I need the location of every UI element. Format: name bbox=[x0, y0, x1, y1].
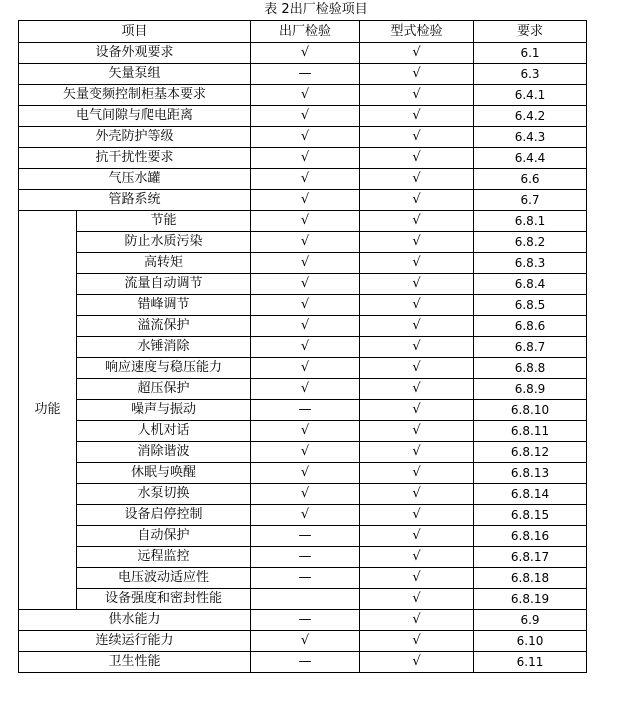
table-row bbox=[19, 316, 587, 337]
item-cell: 超压保护 bbox=[77, 379, 251, 400]
factory-inspection-cell: √ bbox=[251, 232, 360, 253]
requirement-cell: 6.8.14 bbox=[474, 484, 587, 505]
item-cell: 远程监控 bbox=[77, 547, 251, 568]
item-cell: 设备外观要求 bbox=[19, 43, 251, 64]
type-inspection-cell: √ bbox=[360, 505, 474, 526]
factory-inspection-cell: √ bbox=[251, 274, 360, 295]
table-row bbox=[19, 547, 587, 568]
table-row bbox=[19, 484, 587, 505]
factory-inspection-cell: √ bbox=[251, 295, 360, 316]
table-row bbox=[19, 274, 587, 295]
factory-inspection-cell: — bbox=[251, 64, 360, 85]
factory-inspection-cell: √ bbox=[251, 190, 360, 211]
item-cell: 节能 bbox=[77, 211, 251, 232]
factory-inspection-cell: √ bbox=[251, 358, 360, 379]
table-row bbox=[19, 589, 587, 610]
factory-inspection-cell: √ bbox=[251, 148, 360, 169]
table-caption: 表 2出厂检验项目 bbox=[264, 2, 368, 17]
type-inspection-cell: √ bbox=[360, 379, 474, 400]
table-row bbox=[19, 442, 587, 463]
type-inspection-cell: √ bbox=[360, 85, 474, 106]
factory-inspection-cell: √ bbox=[251, 631, 360, 652]
table-row bbox=[19, 379, 587, 400]
item-cell: 水泵切换 bbox=[77, 484, 251, 505]
requirement-cell: 6.10 bbox=[474, 631, 587, 652]
type-inspection-cell: √ bbox=[360, 547, 474, 568]
requirement-cell: 6.8.2 bbox=[474, 232, 587, 253]
header-row bbox=[19, 21, 587, 43]
requirement-cell: 6.8.19 bbox=[474, 589, 587, 610]
factory-inspection-cell: √ bbox=[251, 484, 360, 505]
type-inspection-cell: √ bbox=[360, 43, 474, 64]
requirement-cell: 6.8.9 bbox=[474, 379, 587, 400]
type-inspection-cell: √ bbox=[360, 526, 474, 547]
requirement-cell: 6.1 bbox=[474, 43, 587, 64]
requirement-cell: 6.8.8 bbox=[474, 358, 587, 379]
table-row bbox=[19, 400, 587, 421]
item-cell: 流量自动调节 bbox=[77, 274, 251, 295]
table-row bbox=[19, 232, 587, 253]
factory-inspection-cell: — bbox=[251, 400, 360, 421]
type-inspection-cell: √ bbox=[360, 64, 474, 85]
requirement-cell: 6.8.3 bbox=[474, 253, 587, 274]
item-cell: 溢流保护 bbox=[77, 316, 251, 337]
item-cell: 抗干扰性要求 bbox=[19, 148, 251, 169]
type-inspection-cell: √ bbox=[360, 253, 474, 274]
table-row bbox=[19, 463, 587, 484]
header-factory-inspection: 出厂检验 bbox=[251, 21, 360, 43]
factory-inspection-cell: √ bbox=[251, 253, 360, 274]
header-requirement: 要求 bbox=[474, 21, 587, 43]
type-inspection-cell: √ bbox=[360, 337, 474, 358]
requirement-cell: 6.4.3 bbox=[474, 127, 587, 148]
table-row bbox=[19, 127, 587, 148]
item-cell: 错峰调节 bbox=[77, 295, 251, 316]
table-row bbox=[19, 64, 587, 85]
item-cell: 连续运行能力 bbox=[19, 631, 251, 652]
table-row bbox=[19, 421, 587, 442]
item-cell: 响应速度与稳压能力 bbox=[77, 358, 251, 379]
type-inspection-cell: √ bbox=[360, 652, 474, 673]
item-cell: 人机对话 bbox=[77, 421, 251, 442]
requirement-cell: 6.8.10 bbox=[474, 400, 587, 421]
table-row bbox=[19, 190, 587, 211]
header-item: 项目 bbox=[19, 21, 251, 43]
table-row bbox=[19, 106, 587, 127]
requirement-cell: 6.8.7 bbox=[474, 337, 587, 358]
factory-inspection-cell: √ bbox=[251, 463, 360, 484]
item-cell: 卫生性能 bbox=[19, 652, 251, 673]
type-inspection-cell: √ bbox=[360, 442, 474, 463]
type-inspection-cell: √ bbox=[360, 295, 474, 316]
factory-inspection-cell: √ bbox=[251, 316, 360, 337]
table-row bbox=[19, 43, 587, 64]
item-cell: 电气间隙与爬电距离 bbox=[19, 106, 251, 127]
factory-inspection-cell: √ bbox=[251, 505, 360, 526]
requirement-cell: 6.8.1 bbox=[474, 211, 587, 232]
table-row bbox=[19, 526, 587, 547]
item-cell: 设备强度和密封性能 bbox=[77, 589, 251, 610]
factory-inspection-cell: √ bbox=[251, 169, 360, 190]
requirement-cell: 6.8.5 bbox=[474, 295, 587, 316]
requirement-cell: 6.6 bbox=[474, 169, 587, 190]
item-cell: 设备启停控制 bbox=[77, 505, 251, 526]
item-cell: 管路系统 bbox=[19, 190, 251, 211]
item-cell: 气压水罐 bbox=[19, 169, 251, 190]
type-inspection-cell: √ bbox=[360, 106, 474, 127]
table-row bbox=[19, 148, 587, 169]
type-inspection-cell: √ bbox=[360, 484, 474, 505]
table-row bbox=[19, 211, 587, 232]
requirement-cell: 6.8.13 bbox=[474, 463, 587, 484]
item-cell: 矢量变频控制柜基本要求 bbox=[19, 85, 251, 106]
item-cell: 防止水质污染 bbox=[77, 232, 251, 253]
factory-inspection-cell: — bbox=[251, 526, 360, 547]
factory-inspection-cell: √ bbox=[251, 442, 360, 463]
type-inspection-cell: √ bbox=[360, 274, 474, 295]
item-cell: 水锤消除 bbox=[77, 337, 251, 358]
item-cell: 供水能力 bbox=[19, 610, 251, 631]
type-inspection-cell: √ bbox=[360, 400, 474, 421]
requirement-cell: 6.8.4 bbox=[474, 274, 587, 295]
requirement-cell: 6.8.11 bbox=[474, 421, 587, 442]
requirement-cell: 6.8.12 bbox=[474, 442, 587, 463]
type-inspection-cell: √ bbox=[360, 148, 474, 169]
requirement-cell: 6.4.2 bbox=[474, 106, 587, 127]
factory-inspection-cell: — bbox=[251, 547, 360, 568]
type-inspection-cell: √ bbox=[360, 631, 474, 652]
requirement-cell: 6.8.17 bbox=[474, 547, 587, 568]
table-row bbox=[19, 85, 587, 106]
requirement-cell: 6.8.18 bbox=[474, 568, 587, 589]
factory-inspection-cell: √ bbox=[251, 337, 360, 358]
type-inspection-cell: √ bbox=[360, 232, 474, 253]
requirement-cell: 6.7 bbox=[474, 190, 587, 211]
header-type-inspection: 型式检验 bbox=[360, 21, 474, 43]
factory-inspection-cell bbox=[251, 589, 360, 610]
type-inspection-cell: √ bbox=[360, 316, 474, 337]
factory-inspection-cell: — bbox=[251, 610, 360, 631]
requirement-cell: 6.11 bbox=[474, 652, 587, 673]
requirement-cell: 6.8.16 bbox=[474, 526, 587, 547]
type-inspection-cell: √ bbox=[360, 610, 474, 631]
table-row bbox=[19, 337, 587, 358]
type-inspection-cell: √ bbox=[360, 421, 474, 442]
factory-inspection-cell: √ bbox=[251, 421, 360, 442]
item-cell: 高转矩 bbox=[77, 253, 251, 274]
type-inspection-cell: √ bbox=[360, 463, 474, 484]
factory-inspection-cell: √ bbox=[251, 106, 360, 127]
type-inspection-cell: √ bbox=[360, 211, 474, 232]
type-inspection-cell: √ bbox=[360, 358, 474, 379]
item-cell: 电压波动适应性 bbox=[77, 568, 251, 589]
table-row bbox=[19, 253, 587, 274]
item-cell: 噪声与振动 bbox=[77, 400, 251, 421]
requirement-cell: 6.4.1 bbox=[474, 85, 587, 106]
table-row bbox=[19, 568, 587, 589]
table-row bbox=[19, 610, 587, 631]
table-row bbox=[19, 652, 587, 673]
requirement-cell: 6.8.6 bbox=[474, 316, 587, 337]
item-cell: 消除谐波 bbox=[77, 442, 251, 463]
factory-inspection-cell: — bbox=[251, 652, 360, 673]
item-cell: 休眠与唤醒 bbox=[77, 463, 251, 484]
table-row bbox=[19, 358, 587, 379]
table-row bbox=[19, 631, 587, 652]
factory-inspection-cell: √ bbox=[251, 85, 360, 106]
item-cell: 矢量泵组 bbox=[19, 64, 251, 85]
inspection-items-table bbox=[18, 20, 587, 673]
table-row bbox=[19, 169, 587, 190]
factory-inspection-cell: √ bbox=[251, 43, 360, 64]
factory-inspection-cell: √ bbox=[251, 211, 360, 232]
group-label-cell: 功能 bbox=[19, 211, 77, 610]
requirement-cell: 6.4.4 bbox=[474, 148, 587, 169]
type-inspection-cell: √ bbox=[360, 568, 474, 589]
requirement-cell: 6.8.15 bbox=[474, 505, 587, 526]
requirement-cell: 6.3 bbox=[474, 64, 587, 85]
type-inspection-cell: √ bbox=[360, 589, 474, 610]
factory-inspection-cell: √ bbox=[251, 379, 360, 400]
item-cell: 自动保护 bbox=[77, 526, 251, 547]
factory-inspection-cell: √ bbox=[251, 127, 360, 148]
table-row bbox=[19, 295, 587, 316]
type-inspection-cell: √ bbox=[360, 169, 474, 190]
requirement-cell: 6.9 bbox=[474, 610, 587, 631]
item-cell: 外壳防护等级 bbox=[19, 127, 251, 148]
factory-inspection-cell: — bbox=[251, 568, 360, 589]
type-inspection-cell: √ bbox=[360, 190, 474, 211]
table-row bbox=[19, 505, 587, 526]
type-inspection-cell: √ bbox=[360, 127, 474, 148]
